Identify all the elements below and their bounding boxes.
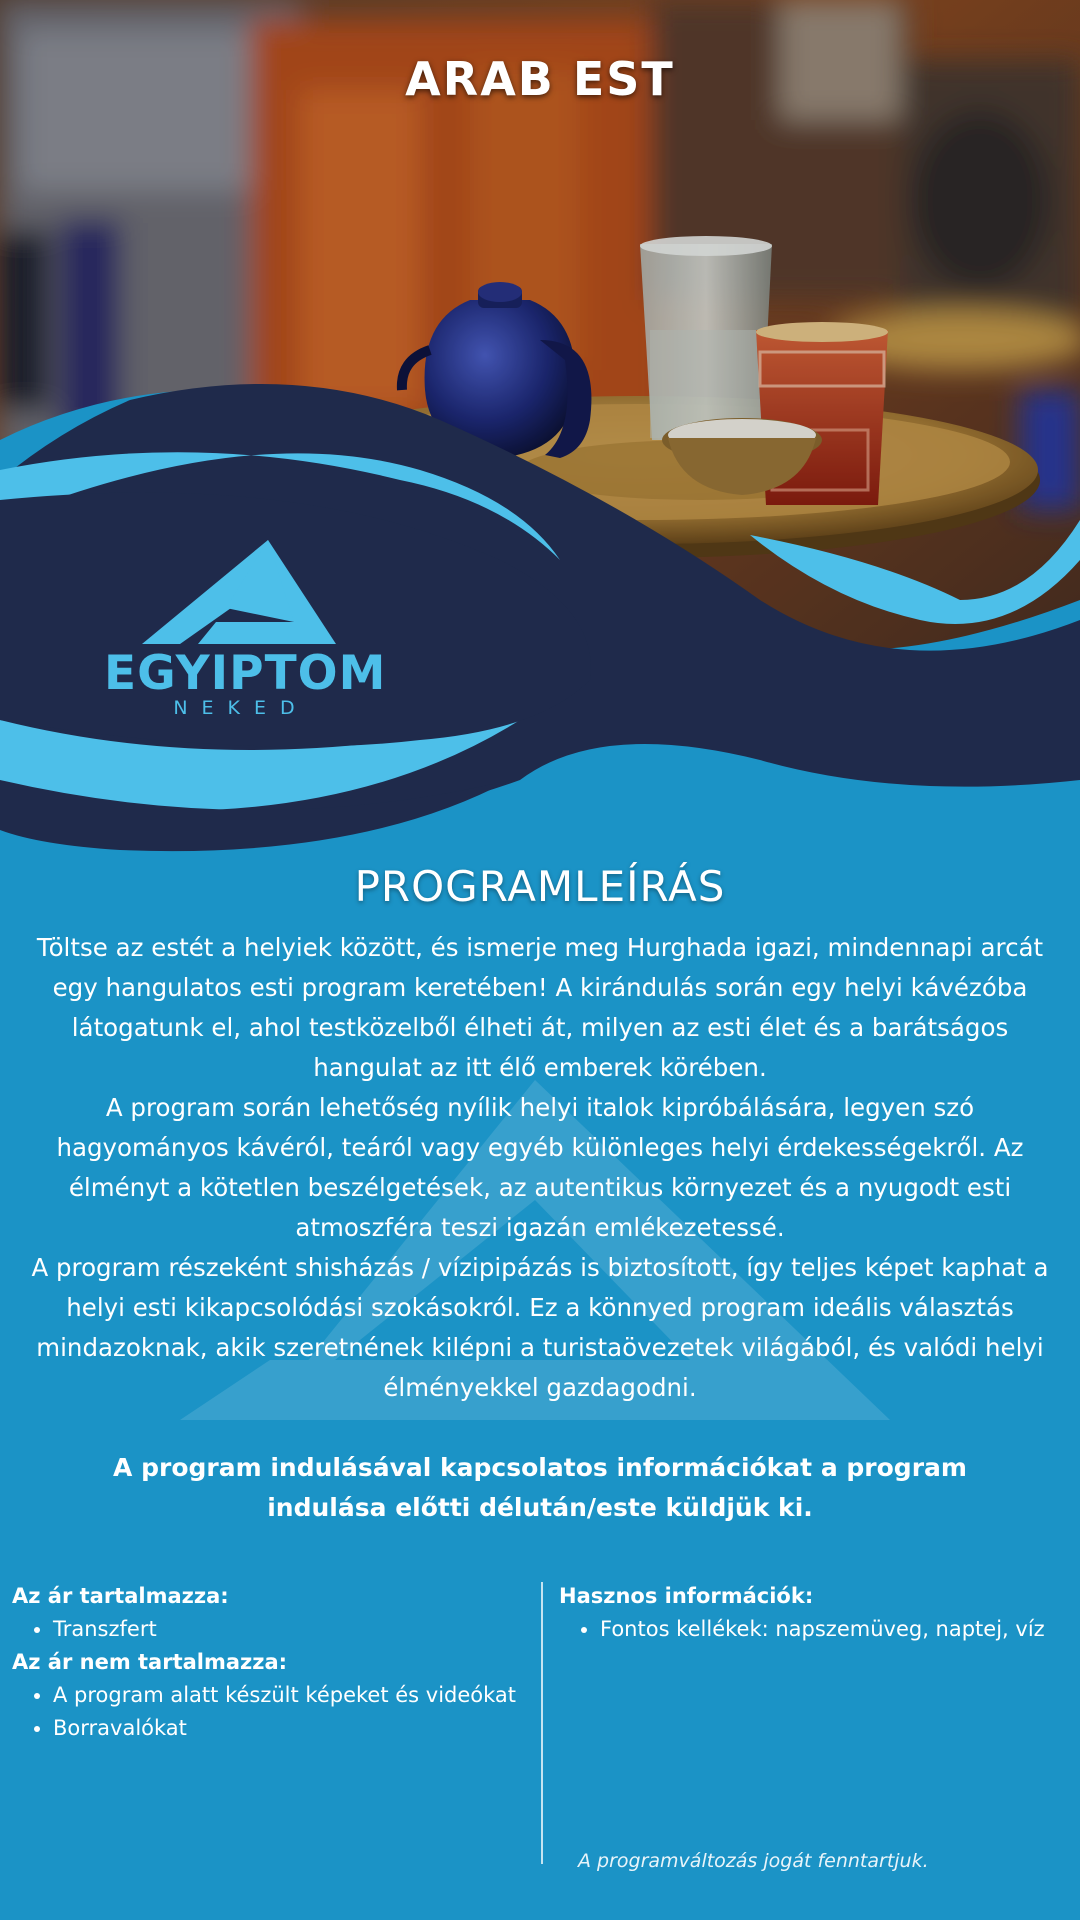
useful-info-column [559,1580,1069,1646]
included-list [12,1613,532,1646]
not-included-list [12,1679,532,1745]
logo-sub: NEKED [173,697,309,719]
not-included-heading: Az ár nem tartalmazza: [12,1650,288,1674]
useful-heading: Hasznos információk: [559,1584,814,1608]
useful-list [559,1613,1069,1646]
column-divider [541,1582,543,1864]
departure-notice: A program indulásával kapcsolatos információkat a program indulása előtti délután/este küldjük ki. [113,1453,967,1522]
description-paragraph-3: A program részeként shisházás / vízipipázás is biztosított, így teljes képet kaphat a helyi esti kikapcsolódási szokásokról. Ez a könnyed program ideális választás mindazoknak, akik szeretnének kilépni a turistaövezetek világából, és valódi helyi élményekkel gazdagodni. [31,1253,1049,1402]
list-item: • A program alatt készült képeket és videókat [53,1679,532,1712]
footer-note: A programváltozás jogát fenntartjuk. [578,1850,929,1872]
logo-brand: EGYIPTOM [104,646,387,701]
description-paragraph-1: Töltse az estét a helyiek között, és ismerje meg Hurghada igazi, mindennapi arcát egy hangulatos esti program keretében! A kirándulás során egy helyi kávézóba látogatunk el, ahol testközelből élheti át, milyen az esti élet és a barátságos hangulat az itt élő emberek körében. [36,933,1044,1082]
list-item: • Borravalókat [53,1712,532,1745]
page-title: ARAB EST [405,52,675,106]
included-heading: Az ár tartalmazza: [12,1584,229,1608]
program-description [30,928,1050,1408]
list-item: • Transzfert [53,1613,532,1646]
description-paragraph-2: A program során lehetőség nyílik helyi italok kipróbálására, legyen szó hagyományos kávéról, teáról vagy egyéb különleges helyi érdekességekről. Az élményt a kötetlen beszélgetések, az autentikus környezet és a nyugodt esti atmoszféra teszi igazán emlékezetessé. [56,1093,1024,1242]
section-heading: PROGRAMLEÍRÁS [354,862,726,911]
price-info-column [12,1580,532,1745]
list-item: • Fontos kellékek: napszemüveg, naptej, víz [600,1613,1069,1646]
